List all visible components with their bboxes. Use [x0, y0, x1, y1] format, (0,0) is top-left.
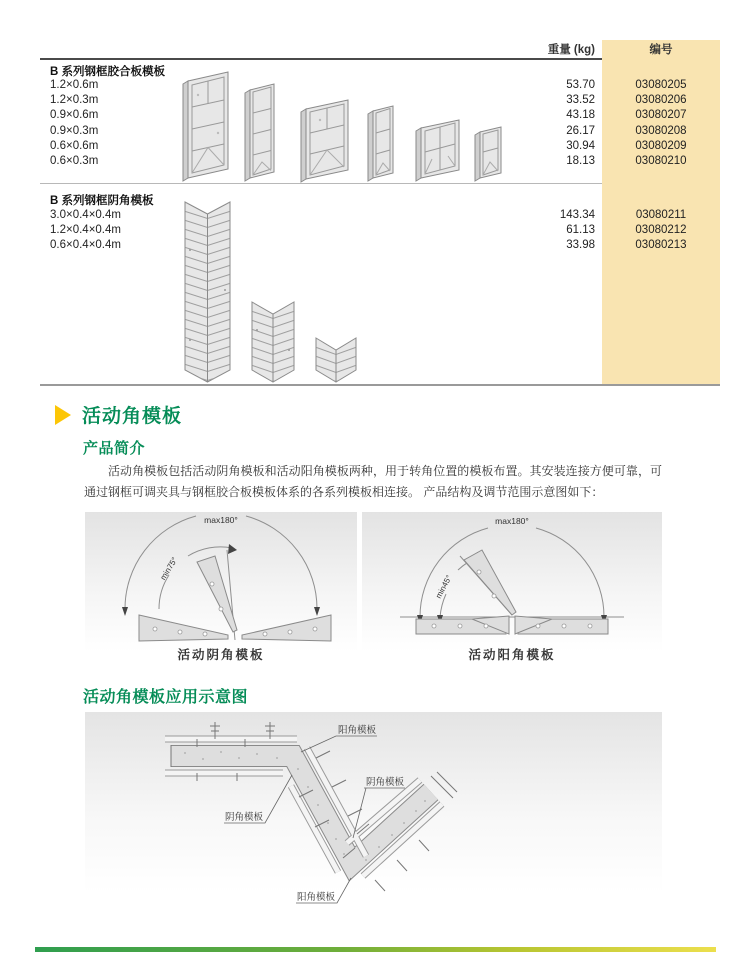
- spec-code: 03080213: [635, 239, 687, 251]
- spec-code: 03080207: [635, 109, 687, 121]
- spec-code: 03080205: [635, 79, 687, 91]
- section-title-plywood-panels: B 系列钢框胶合板模板: [50, 66, 165, 78]
- label-inner-corner-left: 阴角模板: [225, 812, 264, 823]
- spec-weight: 30.94: [566, 140, 595, 152]
- section-title-inner-corner-panels: B 系列钢框阴角模板: [50, 195, 154, 207]
- panel-image-1-2x0-3: [245, 84, 274, 181]
- spec-size: 0.6×0.3m: [50, 155, 99, 167]
- label-outer-corner-bottom: 阳角模板: [297, 892, 336, 903]
- spec-size: 1.2×0.6m: [50, 79, 99, 91]
- spec-size: 3.0×0.4×0.4m: [50, 209, 121, 221]
- spec-code: 03080211: [635, 209, 687, 221]
- spec-code: 03080212: [635, 224, 687, 236]
- min-angle-label: min75°: [158, 555, 180, 582]
- column-header-code: 编号: [649, 44, 673, 56]
- panel-image-0-6x0-3: [475, 127, 501, 181]
- spec-size: 1.2×0.3m: [50, 94, 99, 106]
- corner-panel-image-3-0m: [185, 202, 230, 382]
- max-angle-label: max180°: [204, 515, 238, 525]
- spec-weight: 61.13: [566, 224, 595, 236]
- outer-corner-caption: 活动阳角模板: [468, 648, 556, 662]
- corner-panel-image-0-6m: [316, 338, 356, 382]
- application-diagram: [85, 712, 662, 938]
- min-angle-label: min45°: [433, 573, 454, 600]
- corner-panel-image-1-2m: [252, 302, 294, 382]
- spec-size: 0.6×0.6m: [50, 140, 99, 152]
- spec-size: 0.6×0.4×0.4m: [50, 239, 121, 251]
- outer-corner-diagram-box: [362, 512, 662, 668]
- intro-heading: 产品简介: [83, 440, 146, 457]
- spec-weight: 33.98: [566, 239, 595, 251]
- spec-size: 0.9×0.6m: [50, 109, 99, 121]
- intro-paragraph: 活动角模板包括活动阴角模板和活动阳角模板两种，用于转角位置的模板布置。其安装连接方便可靠，可通过钢框可调夹具与钢框胶合板模板体系的各系列模板相连接。 产品结构及调节范围示意图如下：: [84, 464, 662, 499]
- formwork-panel-drawings: [40, 40, 720, 386]
- page-section-title: 活动角模板: [82, 406, 183, 427]
- spec-code: 03080208: [635, 125, 687, 137]
- spec-weight: 43.18: [566, 109, 595, 121]
- spec-weight: 143.34: [559, 209, 595, 221]
- spec-weight: 26.17: [566, 125, 595, 137]
- spec-code: 03080206: [635, 94, 687, 106]
- spec-code: 03080209: [635, 140, 687, 152]
- spec-code: 03080210: [635, 155, 687, 167]
- spec-size: 1.2×0.4×0.4m: [50, 224, 121, 236]
- spec-size: 0.9×0.3m: [50, 125, 99, 137]
- column-header-weight: 重量 (kg): [547, 44, 595, 56]
- footer-accent-bar: [35, 947, 716, 952]
- section-arrow-icon: [55, 405, 71, 425]
- panel-image-0-9x0-6: [301, 100, 348, 182]
- application-diagram-box: [85, 712, 662, 938]
- inner-corner-caption: 活动阴角模板: [177, 648, 265, 662]
- panel-image-1-2x0-6: [183, 72, 228, 181]
- spec-weight: 18.13: [566, 155, 595, 167]
- max-angle-label: max180°: [495, 516, 529, 526]
- label-outer-corner-top: 阳角模板: [338, 725, 377, 736]
- spec-table: [40, 40, 720, 386]
- spec-weight: 53.70: [566, 79, 595, 91]
- spec-weight: 33.52: [566, 94, 595, 106]
- application-heading: 活动角模板应用示意图: [83, 689, 249, 706]
- panel-image-0-6x0-6: [416, 120, 459, 181]
- panel-image-0-9x0-3: [368, 106, 393, 181]
- label-inner-corner-valley: 阴角模板: [366, 777, 405, 788]
- inner-corner-diagram-box: [85, 512, 357, 668]
